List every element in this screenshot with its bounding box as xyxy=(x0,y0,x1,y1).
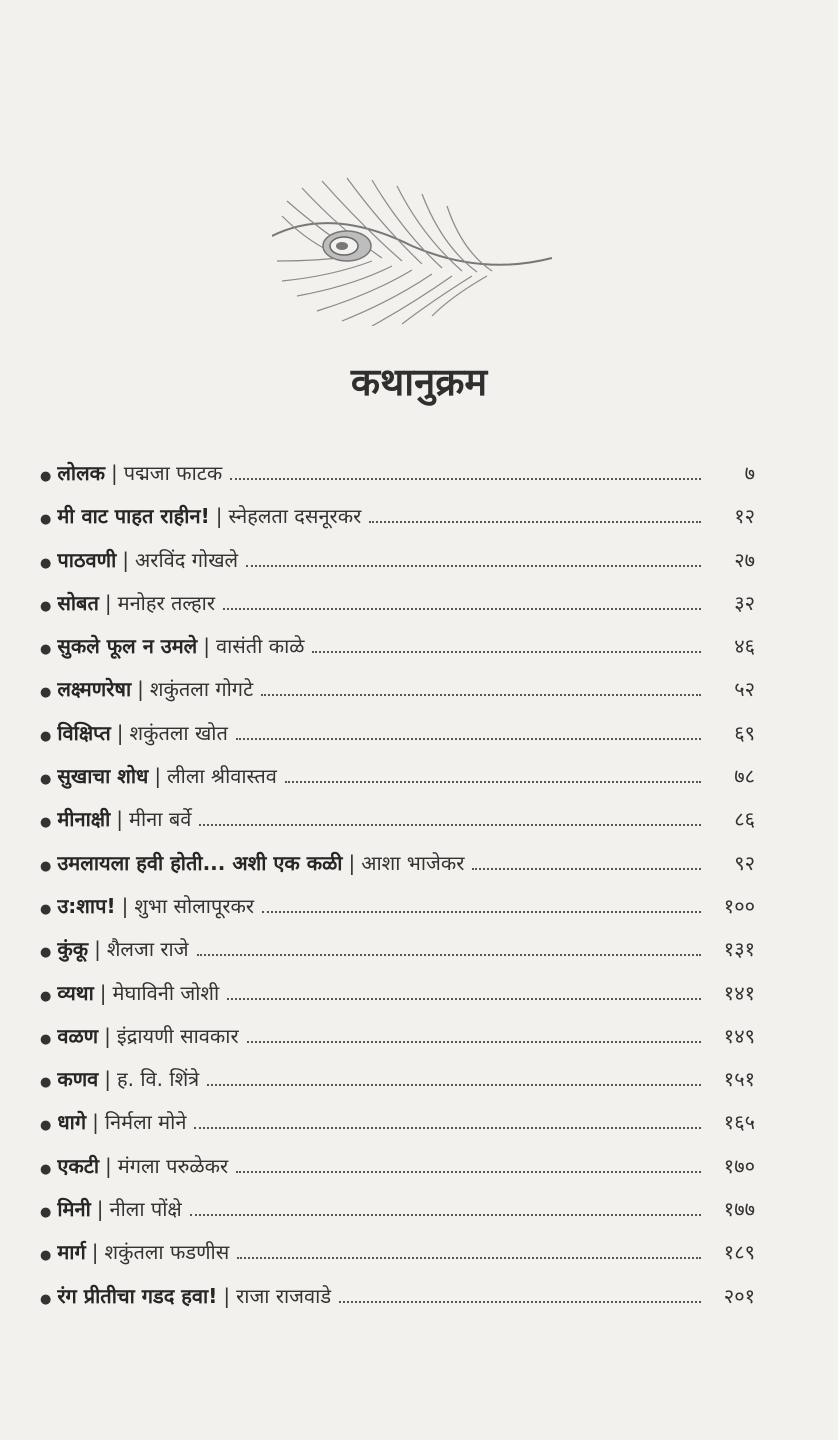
separator: | xyxy=(104,590,112,615)
bullet-icon: ● xyxy=(40,1205,52,1221)
toc-entry[interactable] xyxy=(40,1015,755,1058)
page-number: १५१ xyxy=(723,1067,755,1092)
story-title: मी वाट पाहत राहीन! xyxy=(57,504,210,529)
toc-entry[interactable] xyxy=(40,842,755,885)
toc-entry[interactable] xyxy=(40,582,755,625)
story-title: उमलायला हवी होती... अशी एक कळी xyxy=(57,850,343,875)
dot-leader xyxy=(236,712,701,740)
bullet-icon: ● xyxy=(40,642,52,658)
author-name: मेघाविनी जोशी xyxy=(112,980,220,1005)
separator: | xyxy=(104,1023,111,1048)
page-number: १०० xyxy=(723,893,755,918)
author-name: आशा भाजेकर xyxy=(361,850,465,875)
page-number: ८६ xyxy=(734,807,755,832)
dot-leader xyxy=(199,798,701,826)
story-title: पाठवणी xyxy=(57,547,117,572)
author-name: शकुंतला फडणीस xyxy=(104,1240,230,1265)
story-title: सोबत xyxy=(57,590,99,615)
page-number: २७ xyxy=(734,547,755,572)
toc-entry[interactable] xyxy=(40,798,755,841)
separator: | xyxy=(154,764,162,789)
separator: | xyxy=(105,1153,112,1178)
dot-leader xyxy=(190,1188,701,1216)
story-title: विक्षिप्त xyxy=(57,720,111,745)
story-title: एकटी xyxy=(57,1153,100,1178)
bullet-icon: ● xyxy=(40,815,52,831)
author-name: निर्मला मोने xyxy=(104,1110,187,1135)
dot-leader xyxy=(339,1275,701,1303)
separator: | xyxy=(203,634,210,659)
page-number: ५२ xyxy=(734,677,755,702)
author-name: लीला श्रीवास्तव xyxy=(167,764,277,789)
bullet-icon: ● xyxy=(40,945,52,961)
bullet-icon: ● xyxy=(40,858,52,874)
author-name: पद्मजा फाटक xyxy=(123,461,223,485)
dot-leader xyxy=(230,452,701,480)
story-title: सुकले फूल न उमले xyxy=(57,634,198,659)
separator: | xyxy=(223,1283,231,1308)
page-number: १७० xyxy=(723,1153,755,1178)
author-name: स्नेहलता दसनूरकर xyxy=(228,504,362,529)
page-number: १७७ xyxy=(723,1197,755,1222)
toc-entry[interactable] xyxy=(40,972,755,1015)
bullet-icon: ● xyxy=(40,1118,52,1134)
bullet-icon: ● xyxy=(40,728,52,744)
dot-leader xyxy=(261,668,701,696)
story-title: मिनी xyxy=(57,1197,91,1222)
story-title: मीनाक्षी xyxy=(57,807,111,832)
bullet-icon: ● xyxy=(40,555,52,571)
bullet-icon: ● xyxy=(40,1031,52,1047)
bullet-icon: ● xyxy=(40,685,52,701)
page-number: ७८ xyxy=(734,764,755,789)
page-number: ३२ xyxy=(734,590,755,615)
bullet-icon: ● xyxy=(40,1291,52,1307)
page-number: ७ xyxy=(744,461,755,485)
toc-entry[interactable] xyxy=(40,885,755,928)
page-number: २०१ xyxy=(723,1283,755,1308)
bullet-icon: ● xyxy=(40,772,52,788)
story-title: वळण xyxy=(57,1023,99,1048)
story-title: कुंकू xyxy=(57,937,89,962)
bullet-icon: ● xyxy=(40,1161,52,1177)
author-name: नीला पोंक्षे xyxy=(109,1197,182,1222)
toc-entry[interactable] xyxy=(40,452,755,495)
page-number: ४६ xyxy=(734,634,755,659)
author-name: शुभा सोलापूरकर xyxy=(134,893,255,918)
dot-leader xyxy=(247,1015,701,1043)
separator: | xyxy=(122,547,130,572)
separator: | xyxy=(99,980,107,1005)
author-name: इंद्रायणी सावकार xyxy=(116,1023,239,1048)
separator: | xyxy=(121,893,129,918)
bullet-icon: ● xyxy=(40,1248,52,1264)
story-title: व्यथा xyxy=(57,980,94,1005)
story-title: लोलक xyxy=(57,461,106,485)
story-title: उ:शाप! xyxy=(57,893,116,918)
story-title: रंग प्रीतीचा गडद हवा! xyxy=(57,1283,218,1308)
page-number: १२ xyxy=(734,504,755,529)
author-name: शकुंतला गोगटे xyxy=(149,677,254,702)
dot-leader xyxy=(285,755,701,783)
author-name: अरविंद गोखले xyxy=(135,547,239,572)
story-title: सुखाचा शोध xyxy=(57,764,149,789)
toc-entry[interactable] xyxy=(40,668,755,711)
separator: | xyxy=(104,1067,112,1092)
toc-entry[interactable] xyxy=(40,1231,755,1274)
toc-entry[interactable] xyxy=(40,539,755,582)
toc-entry[interactable] xyxy=(40,1058,755,1101)
dot-leader xyxy=(223,582,701,610)
toc-entry[interactable] xyxy=(40,495,755,538)
toc-entry[interactable] xyxy=(40,928,755,971)
dot-leader xyxy=(369,495,701,523)
page-number: १४१ xyxy=(723,980,755,1005)
separator: | xyxy=(137,677,144,702)
story-title: धागे xyxy=(57,1110,87,1135)
dot-leader xyxy=(472,842,701,870)
bullet-icon: ● xyxy=(40,512,52,528)
bullet-icon: ● xyxy=(40,988,52,1004)
separator: | xyxy=(94,937,101,962)
author-name: मंगला परुळेकर xyxy=(117,1153,229,1178)
toc-entry[interactable] xyxy=(40,625,755,668)
table-of-contents xyxy=(40,452,755,1318)
dot-leader xyxy=(312,625,701,653)
bullet-icon: ● xyxy=(40,469,52,484)
separator: | xyxy=(92,1110,99,1135)
page-number: १३१ xyxy=(723,937,755,962)
author-name: शैलजा राजे xyxy=(106,937,189,962)
dot-leader xyxy=(197,928,701,956)
dot-leader xyxy=(194,1101,701,1129)
dot-leader xyxy=(207,1058,701,1086)
author-name: शकुंतला खोत xyxy=(129,720,228,745)
dot-leader xyxy=(236,1145,701,1173)
separator: | xyxy=(111,461,118,485)
page-number: १८९ xyxy=(723,1240,755,1265)
toc-entry[interactable] xyxy=(40,1145,755,1188)
page-number: १६५ xyxy=(723,1110,755,1135)
author-name: वासंती काळे xyxy=(215,634,305,659)
story-title: कणव xyxy=(57,1067,99,1092)
dot-leader xyxy=(262,885,701,913)
author-name: मनोहर तल्हार xyxy=(117,590,216,615)
toc-entry[interactable] xyxy=(40,1101,755,1144)
separator: | xyxy=(91,1240,99,1265)
bullet-icon: ● xyxy=(40,901,52,917)
separator: | xyxy=(116,720,124,745)
page-number: ६९ xyxy=(734,720,755,745)
peacock-feather-icon xyxy=(272,176,562,326)
dot-leader xyxy=(227,972,701,1000)
toc-entry[interactable] xyxy=(40,712,755,755)
story-title: मार्ग xyxy=(57,1240,86,1265)
separator: | xyxy=(215,504,223,529)
separator: | xyxy=(348,850,356,875)
bullet-icon: ● xyxy=(40,598,52,614)
page-title: कथानुक्रम xyxy=(350,360,488,404)
page-number: ९२ xyxy=(734,850,755,875)
toc-entry[interactable] xyxy=(40,1188,755,1231)
dot-leader xyxy=(237,1231,701,1259)
story-title: लक्ष्मणरेषा xyxy=(57,677,132,702)
toc-entry[interactable] xyxy=(40,1275,755,1318)
separator: | xyxy=(96,1197,104,1222)
separator: | xyxy=(116,807,124,832)
bullet-icon: ● xyxy=(40,1075,52,1091)
dot-leader xyxy=(246,539,701,567)
author-name: राजा राजवाडे xyxy=(236,1283,332,1308)
author-name: ह. वि. शिंत्रे xyxy=(117,1067,200,1092)
toc-entry[interactable] xyxy=(40,755,755,798)
page-number: १४९ xyxy=(723,1023,755,1048)
author-name: मीना बर्वे xyxy=(129,807,192,832)
